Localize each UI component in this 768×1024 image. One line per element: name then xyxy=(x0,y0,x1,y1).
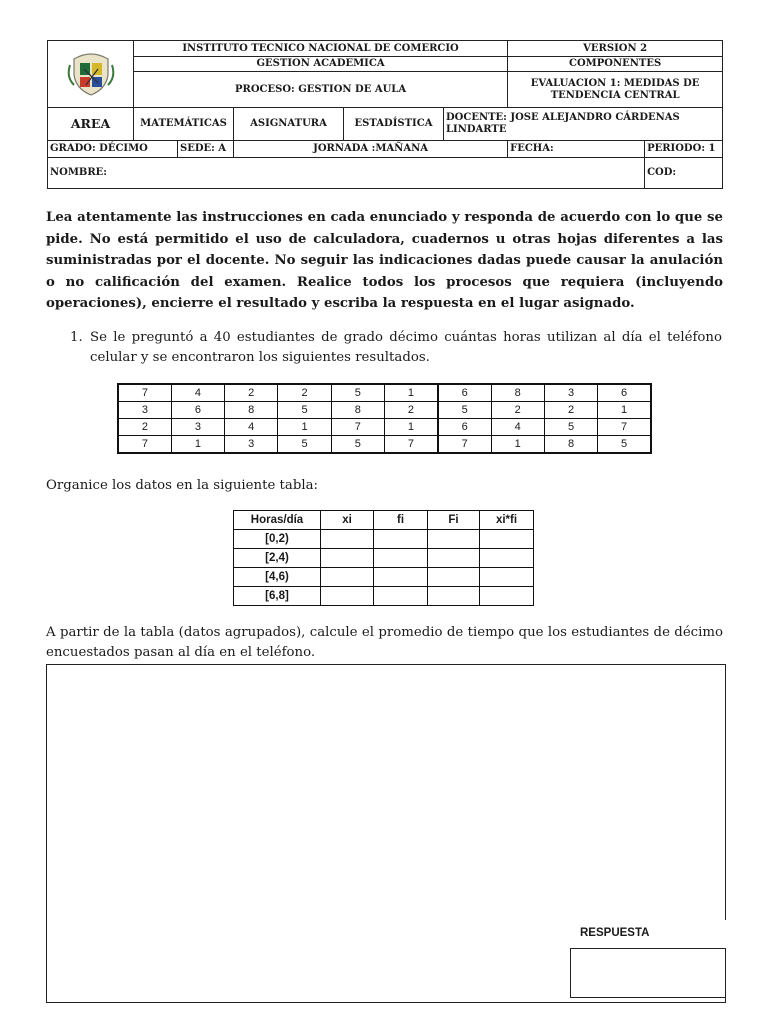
data-cell: 2 xyxy=(491,402,544,419)
data-cell: 3 xyxy=(171,419,224,436)
blank-cell[interactable] xyxy=(480,530,534,549)
raw-data-table xyxy=(117,383,652,454)
data-cell: 7 xyxy=(438,436,491,454)
subject-value: ESTADÍSTICA xyxy=(344,108,444,141)
column-header: xi*fi xyxy=(480,511,534,530)
school-logo-cell xyxy=(48,41,134,108)
column-header: Horas/día xyxy=(234,511,321,530)
school-crest-icon xyxy=(66,51,116,97)
blank-cell[interactable] xyxy=(428,549,480,568)
data-cell: 4 xyxy=(225,419,278,436)
data-cell: 1 xyxy=(384,419,437,436)
data-cell: 1 xyxy=(278,419,331,436)
data-cell: 6 xyxy=(598,384,651,402)
table-row xyxy=(234,587,534,606)
area-label: AREA xyxy=(48,108,134,141)
data-cell: 2 xyxy=(118,419,171,436)
data-cell: 7 xyxy=(118,384,171,402)
blank-cell[interactable] xyxy=(480,568,534,587)
data-cell: 1 xyxy=(384,384,437,402)
blank-cell[interactable] xyxy=(321,587,374,606)
data-cell: 5 xyxy=(331,384,384,402)
blank-cell[interactable] xyxy=(480,549,534,568)
evaluation-title: EVALUACION 1: MEDIDAS DE TENDENCIA CENTRAL xyxy=(508,72,723,108)
column-header: Fi xyxy=(428,511,480,530)
data-cell: 4 xyxy=(171,384,224,402)
data-cell: 1 xyxy=(598,402,651,419)
box-gap xyxy=(724,920,728,948)
interval-cell: [2,4) xyxy=(234,549,321,568)
table-row xyxy=(234,530,534,549)
data-cell: 3 xyxy=(544,384,597,402)
data-cell: 7 xyxy=(331,419,384,436)
organize-instruction: Organice los datos en la siguiente tabla: xyxy=(46,478,318,493)
institution-name: INSTITUTO TECNICO NACIONAL DE COMERCIO xyxy=(134,41,508,57)
data-cell: 4 xyxy=(491,419,544,436)
question-1 xyxy=(70,328,722,368)
data-cell: 5 xyxy=(331,436,384,454)
blank-cell[interactable] xyxy=(374,530,428,549)
answer-label: RESPUESTA xyxy=(580,927,650,939)
grade: GRADO: DÉCIMO xyxy=(48,141,178,158)
data-cell: 3 xyxy=(118,402,171,419)
table-row xyxy=(234,549,534,568)
data-cell: 2 xyxy=(225,384,278,402)
shift: JORNADA :MAÑANA xyxy=(234,141,508,158)
process: PROCESO: GESTION DE AULA xyxy=(134,72,508,108)
data-cell: 2 xyxy=(384,402,437,419)
data-cell: 7 xyxy=(598,419,651,436)
campus: SEDE: A xyxy=(178,141,234,158)
management: GESTION ACADEMICA xyxy=(134,57,508,72)
frequency-table xyxy=(233,510,534,606)
interval-cell: [4,6) xyxy=(234,568,321,587)
name-field[interactable]: NOMBRE: xyxy=(48,158,645,189)
data-cell: 7 xyxy=(118,436,171,454)
components: COMPONENTES xyxy=(508,57,723,72)
interval-cell: [0,2) xyxy=(234,530,321,549)
table-row xyxy=(118,384,651,402)
data-cell: 8 xyxy=(544,436,597,454)
teacher: DOCENTE: JOSE ALEJANDRO CÁRDENAS LINDARTE xyxy=(444,108,723,141)
version: VERSION 2 xyxy=(508,41,723,57)
blank-cell[interactable] xyxy=(321,530,374,549)
subject-label: ASIGNATURA xyxy=(234,108,344,141)
table-row xyxy=(118,419,651,436)
data-cell: 5 xyxy=(598,436,651,454)
table-row xyxy=(118,436,651,454)
data-cell: 8 xyxy=(225,402,278,419)
blank-cell[interactable] xyxy=(428,568,480,587)
data-cell: 1 xyxy=(491,436,544,454)
data-cell: 2 xyxy=(278,384,331,402)
data-cell: 6 xyxy=(171,402,224,419)
interval-cell: [6,8] xyxy=(234,587,321,606)
data-cell: 6 xyxy=(438,384,491,402)
date-field[interactable]: FECHA: xyxy=(508,141,645,158)
question-text: Se le preguntó a 40 estudiantes de grado décimo cuántas horas utilizan al día el teléfono celular y se encontraron los siguientes resultados. xyxy=(90,330,722,365)
data-cell: 3 xyxy=(225,436,278,454)
column-header: xi xyxy=(321,511,374,530)
table-row xyxy=(234,568,534,587)
data-cell: 5 xyxy=(438,402,491,419)
column-header: fi xyxy=(374,511,428,530)
data-cell: 2 xyxy=(544,402,597,419)
blank-cell[interactable] xyxy=(480,587,534,606)
data-cell: 8 xyxy=(331,402,384,419)
data-cell: 6 xyxy=(438,419,491,436)
data-cell: 5 xyxy=(544,419,597,436)
blank-cell[interactable] xyxy=(374,568,428,587)
area-value: MATEMÁTICAS xyxy=(134,108,234,141)
data-cell: 8 xyxy=(491,384,544,402)
header-table xyxy=(47,40,723,189)
blank-cell[interactable] xyxy=(321,549,374,568)
data-cell: 5 xyxy=(278,402,331,419)
table-row xyxy=(118,402,651,419)
instructions: Lea atentamente las instrucciones en cada enunciado y responda de acuerdo con lo que se pide. No está permitido el uso de calculadora, cuadernos u otras hojas diferentes a las suministradas por el docente. No seguir las indicaciones dadas puede causar la anulación o no calificación del examen. Realice todos los procesos que requiera (incluyendo operaciones), encierre el resultado y escriba la respuesta en el lugar asignado. xyxy=(46,210,723,311)
question-number: 1. xyxy=(70,330,83,345)
mean-question: A partir de la tabla (datos agrupados), calcule el promedio de tiempo que los estudiantes de décimo encuestados pasan al día en el teléfono. xyxy=(46,625,723,660)
blank-cell[interactable] xyxy=(321,568,374,587)
blank-cell[interactable] xyxy=(428,530,480,549)
period: PERIODO: 1 xyxy=(645,141,723,158)
blank-cell[interactable] xyxy=(374,587,428,606)
code-field[interactable]: COD: xyxy=(645,158,723,189)
data-cell: 7 xyxy=(384,436,437,454)
table-header-row xyxy=(234,511,534,530)
data-cell: 5 xyxy=(278,436,331,454)
answer-box[interactable] xyxy=(570,948,726,998)
blank-cell[interactable] xyxy=(374,549,428,568)
blank-cell[interactable] xyxy=(428,587,480,606)
data-cell: 1 xyxy=(171,436,224,454)
